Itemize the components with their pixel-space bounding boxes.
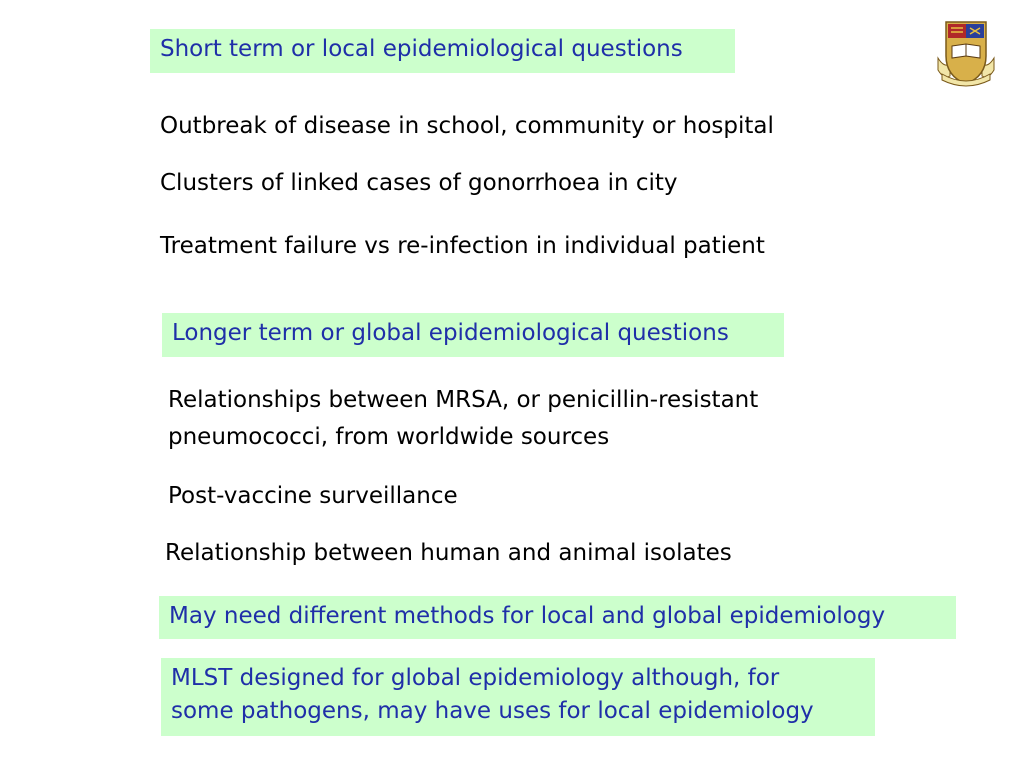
note-methods-text: May need different methods for local and global epidemiology <box>169 603 886 629</box>
global-item-post-vaccine: Post-vaccine surveillance <box>168 483 458 509</box>
note-mlst <box>161 658 875 736</box>
local-item-outbreak: Outbreak of disease in school, community or hospital <box>160 113 774 139</box>
note-methods <box>159 596 956 639</box>
heading-global-text: Longer term or global epidemiological questions <box>172 320 729 346</box>
global-item-mrsa-line2: pneumococci, from worldwide sources <box>168 424 610 450</box>
imperial-college-crest-logo <box>936 20 996 88</box>
heading-local-text: Short term or local epidemiological questions <box>160 36 683 62</box>
note-mlst-line2: some pathogens, may have uses for local epidemiology <box>171 698 814 724</box>
local-item-gonorrhoea: Clusters of linked cases of gonorrhoea in city <box>160 170 678 196</box>
crest-icon <box>936 20 996 88</box>
local-item-treatment-failure: Treatment failure vs re-infection in individual patient <box>160 233 765 259</box>
global-item-mrsa-line1: Relationships between MRSA, or penicillin-resistant <box>168 387 759 413</box>
heading-global-questions <box>162 313 784 357</box>
heading-local-questions <box>150 29 735 73</box>
global-item-human-animal: Relationship between human and animal isolates <box>165 540 732 566</box>
note-mlst-line1: MLST designed for global epidemiology although, for <box>171 665 780 691</box>
